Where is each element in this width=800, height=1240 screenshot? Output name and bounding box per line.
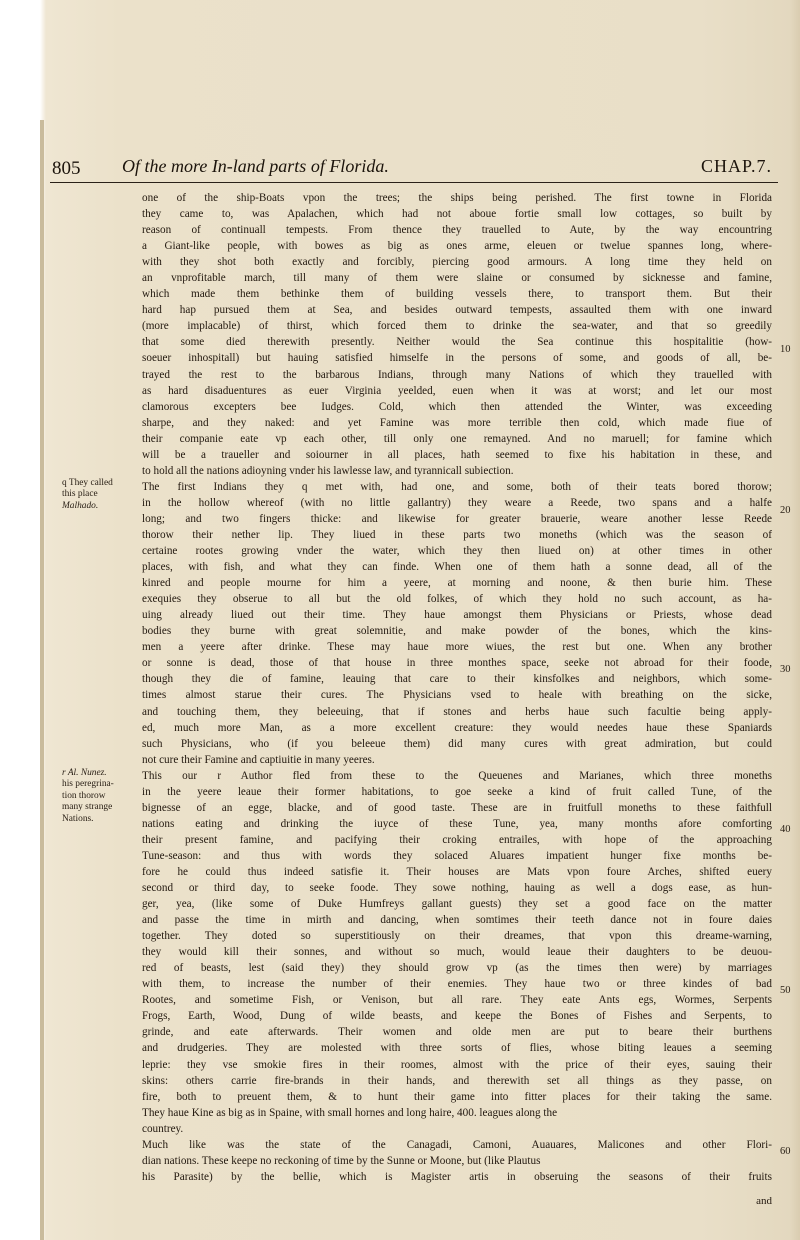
text-line: in the hollow whereof (with no little gallantry) they weare a Reede, two spans and a halfe xyxy=(142,496,772,509)
text-line: countrey. xyxy=(142,1122,184,1135)
page-number: 805 xyxy=(52,158,81,179)
line-number: 40 xyxy=(780,824,791,835)
text-line: trayed the rest to the barbarous Indians, through many Nations of which they trauelled with xyxy=(142,368,772,381)
text-line: second or third day, to seeke foode. They sowe nothing, hauing as well a dogs ease, as hun- xyxy=(142,882,772,895)
text-line: hard hap pursued them at Sea, and besides outward tempests, assaulted them with one inward xyxy=(142,304,772,317)
body-text xyxy=(142,190,772,1185)
text-line: in the yeere leaue their former habitations, to goe seeke a kind of fruit called Tune, of the xyxy=(142,785,772,798)
text-line: Frogs, Earth, Wood, Dung of wilde beasts, and keepe the Bones of Fishes and Serpents, to xyxy=(142,1010,772,1023)
text-line: nations eating and drinking the iuyce of these Tune, yea, many months afore comforting xyxy=(142,817,772,830)
text-line: skins: others carrie fire-brands in their hands, and therewith set all things as they passe, on xyxy=(142,1074,772,1087)
text-line: dian nations. These keepe no reckoning of time by the Sunne or Moone, but (like Plautus xyxy=(142,1154,541,1167)
text-line: reason of continuall tempests. From thence they trauelled to Aute, by the way encountring xyxy=(142,224,772,237)
text-line: fore he could thus indeed satisfie it. Their houses are Mats vpon foure Arches, shifted euery xyxy=(142,865,772,878)
page-header xyxy=(50,152,778,183)
text-line: sharpe, and they naked: and yet Famine was more terrible then cold, which made fiue of xyxy=(142,416,772,429)
chapter-label: CHAP.7. xyxy=(700,156,772,176)
text-line: fire, both to preuent them, & to hunt their game into fitter places for their taking the same. xyxy=(142,1090,772,1103)
text-line: times almost starue their cures. The Physicians vsed to heale with breathing on the sicke, xyxy=(142,689,772,702)
running-title: Of the more In-land parts of Florida. xyxy=(122,156,389,176)
text-line: kinred and people mourne for him a yeere, at morning and noone, & then burie him. These xyxy=(142,577,772,590)
text-line: ger, yea, (like some of Duke Humfreys gallant guests) they set a good face on the matter xyxy=(142,898,772,911)
text-line: they came to, was Apalachen, which had not aboue fortie small low cottages, so built by xyxy=(142,208,772,221)
text-line: they would kill their sonnes, and without so much, would leaue their daughters to be deuou- xyxy=(142,946,772,959)
text-line: ed, much more Man, as a more excellent creature: they would needes haue these Spaniards xyxy=(142,721,772,734)
sidenote-place: Malhado. xyxy=(62,500,99,511)
page-edge xyxy=(40,120,44,1240)
text-line: This our r Author fled from these to the Queuenes and Marianes, which three moneths xyxy=(142,769,772,782)
sidenote-q xyxy=(62,478,138,512)
text-line: such Physicians, who (if you beleeue them) did many cures with great admiration, but could xyxy=(142,737,772,750)
text-line: bignesse of an egge, blacke, and of good taste. These are in fruitfull moneths to these faithfull xyxy=(142,801,772,814)
text-line: Rootes, and sometime Fish, or Venison, but all rare. They eate Ants egs, Wormes, Serpents xyxy=(142,994,772,1007)
text-line: or sonne is dead, those of that house in three monthes space, seeke not abroad for their foode, xyxy=(142,657,772,670)
text-line: will be a traueller and soiourner in all places, hath seemed to fixe his habitation in these, and xyxy=(142,448,772,461)
text-line: and drudgeries. They are molested with three sorts of flies, whose biting leaues a seeming xyxy=(142,1042,772,1055)
text-line: places, with fish, and what they can finde. When one of them hath a sonne dead, all of the xyxy=(142,561,772,574)
text-line: their present famine, and pacifying their croking entrailes, with hope of the approaching xyxy=(142,833,772,846)
sidenote-line: Nations. xyxy=(62,813,94,824)
text-line: together. They doted so superstitiously on their dreames, that vpon this dreame-warning, xyxy=(142,930,772,943)
text-line: Much like was the state of the Canagadi, Camoni, Auauares, Malicones and other Flori- xyxy=(142,1138,772,1151)
text-line: and touching them, they beleeuing, that if stones and herbs haue such facultie being apply- xyxy=(142,705,772,718)
text-line: an vnprofitable march, till many of them were slaine or consumed by sicknesse and famine, xyxy=(142,272,772,285)
text-line: bodies they burne with great solemnitie, and make powder of the bones, which the kins- xyxy=(142,625,772,638)
text-line: Tune-season: and thus with words they solaced Aluares impatient hunger fixe months be- xyxy=(142,849,772,862)
text-line: thorow their nether lip. They liued in these parts two moneths (which was the season of xyxy=(142,528,772,541)
line-number: 20 xyxy=(780,505,791,516)
text-line: as hard disaduentures as euer Virginia yeelded, euen when it was at worst; and let our most xyxy=(142,384,772,397)
text-line: (more implacable) of thirst, which forced them to drinke the sea-water, and that so greedily xyxy=(142,320,772,333)
sidenote-line: this place xyxy=(62,489,98,500)
text-line: that some died therewith presently. Neither would the Sea continue this hospitalitie (how- xyxy=(142,336,772,349)
text-line: They haue Kine as big as in Spaine, with small hornes and long haire, 400. leagues along the xyxy=(142,1106,558,1119)
text-line: though they die of famine, leauing that care to their kinsfolkes and neighbors, which some- xyxy=(142,673,772,686)
catchword: and xyxy=(756,1195,772,1207)
text-line: leprie: they vse smokie fires in their roomes, almost with the price of their eyes, sauing their xyxy=(142,1058,772,1071)
text-line: The first Indians they q met with, had one, and some, both of their teats bored thorow; xyxy=(142,480,772,493)
sidenote-line: tion thorow xyxy=(62,790,106,801)
text-line: which made them bethinke them of building vessels there, to transport them. But their xyxy=(142,288,772,301)
line-number: 50 xyxy=(780,985,791,996)
text-line: long; and two fingers thicke: and likewise for greater brauerie, weare another lesse Reede xyxy=(142,512,772,525)
sidenote-label: q They called xyxy=(62,478,113,488)
text-line: one of the ship-Boats vpon the trees; the ships being perished. The first towne in Florida xyxy=(142,192,772,204)
text-line: to hold all the nations adioyning vnder his lawlesse law, and tyrannicall subiection. xyxy=(142,464,514,477)
text-line: a Giant-like people, with bowes as big as ones arme, eleuen or twelue spannes long, where- xyxy=(142,240,772,253)
text-line: their companie eate vp each other, till only one remayned. And no maruell; for famine which xyxy=(142,432,772,445)
text-line: uing already liued out their time. They haue amongst them Physicians or Priests, whose dead xyxy=(142,609,772,622)
sidenote-line: his peregrina- xyxy=(62,779,114,790)
sidenote-label: r Al. Nunez. xyxy=(62,768,107,778)
text-line: with they shot both exactly and forcibly, piercing good armours. A long time they held on xyxy=(142,256,772,269)
sidenote-r xyxy=(62,768,138,825)
text-line: red of beasts, lest (said they) they should grow vp (as the times then were) by marriages xyxy=(142,962,772,975)
text-line: clamorous excepters bee Iudges. Cold, which then attended the Winter, was exceeding xyxy=(142,400,772,413)
text-line: with them, to increase the number of their enemies. They haue two or three kindes of bad xyxy=(142,978,772,991)
text-line: certaine rootes growing vnder the water, which they then liued on) at other times in other xyxy=(142,545,772,558)
line-number: 10 xyxy=(780,344,791,355)
text-line: men a yeere after drinke. These may haue more wiues, the rest but one. When any brother xyxy=(142,641,772,654)
text-line: grinde, and eate afterwards. Their women and olde men are put to beare their burthens xyxy=(142,1026,772,1039)
sidenote-line: many strange xyxy=(62,802,113,813)
line-number: 30 xyxy=(780,664,791,675)
text-line: his Parasite) by the bellie, which is Magister artis in obseruing the seasons of their fruits xyxy=(142,1170,772,1183)
text-line: soeuer inhospitall) but hauing satisfied himselfe in the persons of some, and goods of all, be- xyxy=(142,352,772,365)
text-line: and passe the time in mirth and dancing, when somtimes their teeth dance not in foure daies xyxy=(142,914,772,927)
text-line: exequies they obserue to all but the old folkes, of which they hold no such account, as ha- xyxy=(142,593,772,606)
line-number: 60 xyxy=(780,1146,791,1157)
text-line: not cure their Famine and captiuitie in many yeeres. xyxy=(142,753,375,766)
